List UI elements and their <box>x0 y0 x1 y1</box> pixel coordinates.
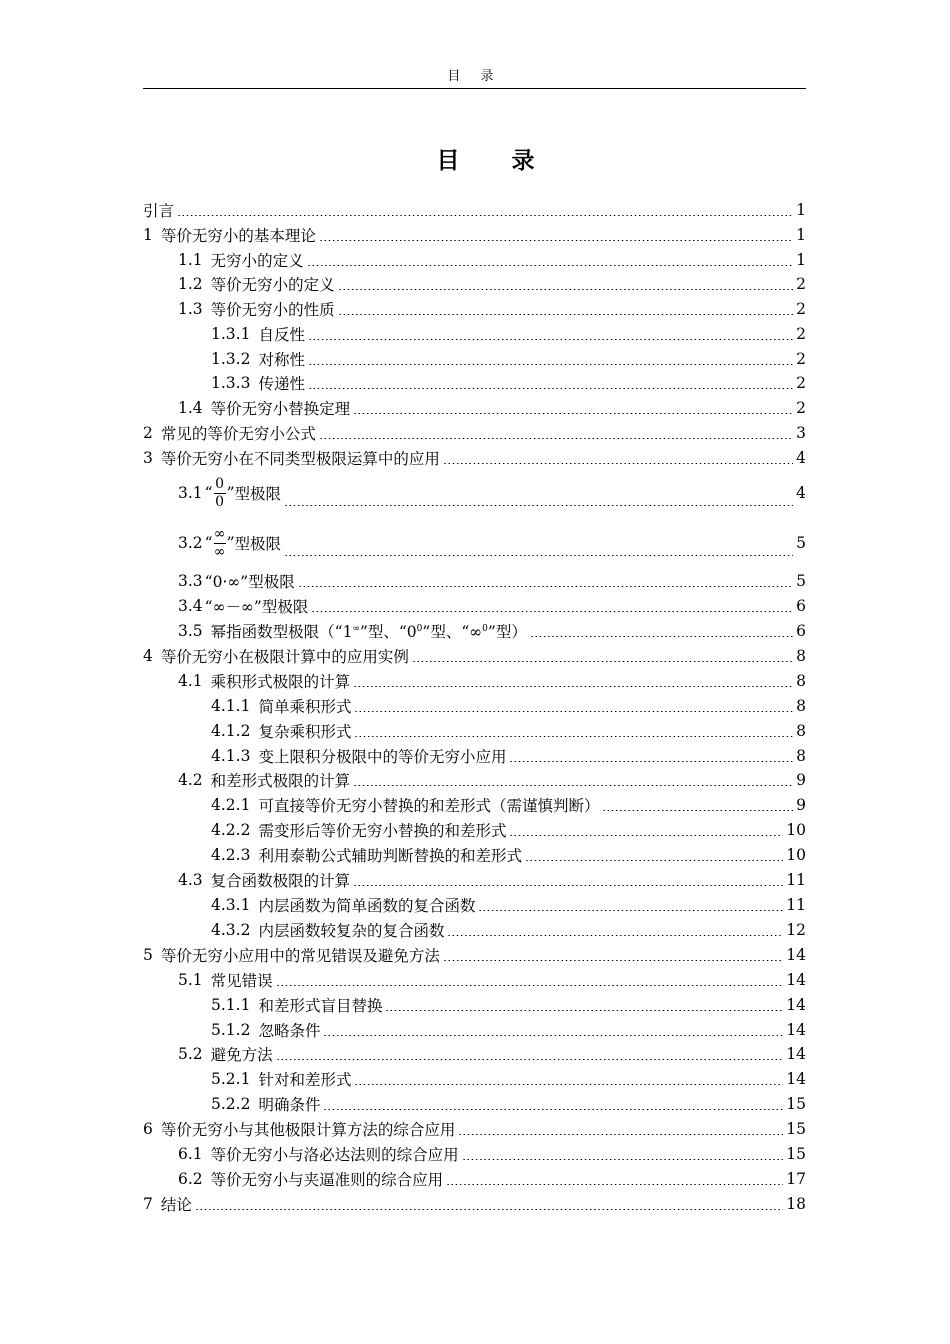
toc-entry-text: 传递性 <box>258 375 305 393</box>
dot-leader <box>338 289 793 290</box>
dot-leader <box>458 1134 783 1135</box>
dot-leader <box>319 438 793 439</box>
toc-section-number: 4.3.2 <box>211 921 251 939</box>
toc-entry-5[interactable] <box>143 943 806 967</box>
toc-section-number: 4.1.1 <box>211 697 251 715</box>
toc-page-number: 17 <box>786 1170 806 1188</box>
dot-leader <box>530 636 793 637</box>
toc-page-number: 12 <box>786 921 806 939</box>
toc-entry-text: 可直接等价无穷小替换的和差形式（需谨慎判断） <box>258 797 600 815</box>
dot-leader <box>353 686 793 687</box>
toc-entry-4-2-1[interactable] <box>211 793 806 817</box>
dot-leader <box>307 265 793 266</box>
toc-page-number: 8 <box>796 722 806 740</box>
superscript: 0 <box>482 624 488 634</box>
toc-page-number: 8 <box>796 697 806 715</box>
toc-entry-text: 针对和差形式 <box>258 1071 352 1089</box>
toc-entry-text: 忽略条件 <box>258 1022 321 1040</box>
toc-section-number: 1.3.1 <box>211 325 251 343</box>
toc-entry-text <box>211 620 527 642</box>
toc-entry-text: 结论 <box>160 1196 192 1214</box>
toc-entry-text: 等价无穷小的性质 <box>210 301 335 319</box>
dot-leader <box>525 860 783 861</box>
toc-entry-text: 等价无穷小与其他极限计算方法的综合应用 <box>160 1121 456 1139</box>
dot-leader <box>412 661 793 662</box>
toc-page-number: 2 <box>796 350 806 368</box>
dot-leader <box>338 314 793 315</box>
toc-entry-4-1-3[interactable] <box>211 744 806 768</box>
toc-section-number: 5.1 <box>178 971 203 989</box>
toc-entry-4-2-3[interactable] <box>211 843 806 867</box>
toc-entry-1-1[interactable] <box>178 248 806 272</box>
toc-entry-3-4[interactable] <box>178 594 806 618</box>
toc-entry-6-2[interactable] <box>178 1167 806 1191</box>
toc-section-number: 6 <box>143 1120 153 1138</box>
dot-leader <box>298 586 793 587</box>
toc-page-number: 18 <box>786 1195 806 1213</box>
toc-section-number: 7 <box>143 1195 153 1213</box>
toc-entry-text: 引言 <box>143 202 175 220</box>
toc-entry-1-4[interactable] <box>178 396 806 420</box>
dot-leader <box>195 1209 783 1210</box>
dot-leader <box>354 1084 783 1085</box>
toc-section-number: 3.2 <box>178 534 203 552</box>
toc-entry-2[interactable] <box>143 421 806 445</box>
dot-leader <box>353 885 783 886</box>
toc-page-number: 10 <box>786 821 806 839</box>
toc-entry-text: 需变形后等价无穷小替换的和差形式 <box>258 822 507 840</box>
toc-page-number: 6 <box>796 597 806 615</box>
toc-page-number: 8 <box>796 672 806 690</box>
toc-entry-3-1[interactable] <box>178 474 806 512</box>
toc-entry-text: “∞－∞”型极限 <box>204 598 309 616</box>
superscript: 0 <box>416 624 423 634</box>
dot-leader <box>462 1159 784 1160</box>
running-header: 目 录 <box>447 69 502 84</box>
fraction-numerator: ∞ <box>213 525 226 542</box>
toc-entry-text: 内层函数为简单函数的复合函数 <box>258 897 476 915</box>
toc-section-number: 1.3.3 <box>211 374 251 392</box>
toc-section-number: 4 <box>143 647 153 665</box>
toc-section-number: 6.2 <box>178 1170 203 1188</box>
dot-leader <box>276 1059 784 1060</box>
toc-page-number: 1 <box>796 201 806 219</box>
toc-section-number: 3.1 <box>178 484 203 502</box>
toc-page-number: 15 <box>786 1145 806 1163</box>
toc-page-number: 1 <box>796 226 806 244</box>
toc-entry-4-1[interactable] <box>178 669 806 693</box>
toc-page-number: 15 <box>786 1120 806 1138</box>
toc-section-number: 5.2.1 <box>211 1070 251 1088</box>
dot-leader <box>319 240 793 241</box>
toc-section-number: 5.2 <box>178 1045 203 1063</box>
dot-leader <box>323 1035 783 1036</box>
fraction-denominator: 0 <box>215 493 225 510</box>
toc-section-number: 4.2.3 <box>211 846 251 864</box>
dot-leader <box>478 910 783 911</box>
fraction-zero-over-zero <box>214 476 226 511</box>
dot-leader <box>354 736 793 737</box>
dot-leader <box>509 835 783 836</box>
toc-section-number: 1.3.2 <box>211 350 251 368</box>
toc-section-number: 4.1.3 <box>211 747 251 765</box>
toc-entry-1-3-3[interactable] <box>211 371 806 395</box>
toc-section-number: 4.3 <box>178 871 203 889</box>
toc-page-number: 1 <box>796 251 806 269</box>
toc-entry-text: 明确条件 <box>258 1096 321 1114</box>
toc-section-number: 3.3 <box>178 572 203 590</box>
dot-leader <box>311 611 793 612</box>
dot-leader <box>308 364 793 365</box>
close-quote: ” <box>226 484 235 502</box>
toc-section-number: 4.2 <box>178 771 203 789</box>
dot-leader <box>354 711 793 712</box>
toc-entry-3[interactable] <box>143 446 806 470</box>
toc-entry-text: 无穷小的定义 <box>210 252 304 270</box>
toc-section-number: 6.1 <box>178 1145 203 1163</box>
toc-entry-3-5[interactable] <box>178 619 806 643</box>
toc-entry-4-2-2[interactable] <box>211 818 806 842</box>
toc-entry-text: 等价无穷小替换定理 <box>210 400 351 418</box>
dot-leader <box>323 1109 783 1110</box>
toc-section-number: 4.3.1 <box>211 896 251 914</box>
open-quote: “ <box>204 484 213 502</box>
fraction-infinity-over-infinity <box>214 526 226 561</box>
toc-page-number: 14 <box>786 1045 806 1063</box>
toc-entry-text: 简单乘积形式 <box>258 698 352 716</box>
toc-entry-text: 型极限 <box>234 535 282 553</box>
toc-section-number: 4.2.2 <box>211 821 251 839</box>
dot-leader <box>385 1010 783 1011</box>
dot-leader <box>284 505 793 506</box>
toc-entry-4-2[interactable] <box>178 768 806 792</box>
toc-page-number: 14 <box>786 971 806 989</box>
toc-page-number: 2 <box>796 325 806 343</box>
toc-entry-1-2[interactable] <box>178 272 806 296</box>
toc-page-number: 9 <box>796 796 806 814</box>
toc-entry-text: 等价无穷小在不同类型极限运算中的应用 <box>160 450 440 468</box>
toc-entry-text: 常见错误 <box>210 972 273 990</box>
toc-section-number: 1.1 <box>178 251 203 269</box>
toc-entry-6-1[interactable] <box>178 1142 806 1166</box>
toc-section-number: 1.2 <box>178 275 203 293</box>
toc-entry-text: 利用泰勒公式辅助判断替换的和差形式 <box>258 847 522 865</box>
superscript: ∞ <box>352 624 360 634</box>
dot-leader <box>353 785 793 786</box>
toc-section-number: 5.1.2 <box>211 1021 251 1039</box>
toc-page-number: 5 <box>796 572 806 590</box>
toc-section-number: 2 <box>143 424 153 442</box>
toc-entry-text: 等价无穷小与洛必达法则的综合应用 <box>210 1146 459 1164</box>
dot-leader <box>509 761 793 762</box>
dot-leader <box>308 339 793 340</box>
toc-page-number: 10 <box>786 846 806 864</box>
toc-entry-text: 等价无穷小应用中的常见错误及避免方法 <box>160 947 440 965</box>
toc-entry-1[interactable] <box>143 223 806 247</box>
toc-section-number: 4.1.2 <box>211 722 251 740</box>
toc-entry-text: 等价无穷小的定义 <box>210 276 335 294</box>
dot-leader <box>447 935 783 936</box>
toc-entry-1-3[interactable] <box>178 297 806 321</box>
toc-entry-5-2[interactable] <box>178 1042 806 1066</box>
toc-entry-5-1[interactable] <box>178 968 806 992</box>
toc-page-number: 8 <box>796 747 806 765</box>
toc-section-number: 5 <box>143 946 153 964</box>
toc-section-number: 4.2.1 <box>211 796 251 814</box>
toc-entry-4[interactable] <box>143 644 806 668</box>
toc-entry-4-1-2[interactable] <box>211 719 806 743</box>
toc-entry-text: 避免方法 <box>210 1046 273 1064</box>
toc-entry-text: 复合函数极限的计算 <box>210 872 351 890</box>
text-part: ”型、“∞ <box>422 623 483 641</box>
toc-section-number: 5.2.2 <box>211 1095 251 1113</box>
toc-entry-4-3-1[interactable] <box>211 893 806 917</box>
toc-entry-text: 等价无穷小与夹逼准则的综合应用 <box>210 1171 444 1189</box>
toc-section-number: 1.4 <box>178 399 203 417</box>
close-quote: ” <box>226 534 235 552</box>
toc-entry-1-3-1[interactable] <box>211 322 806 346</box>
toc-section-number: 1 <box>143 226 153 244</box>
toc-section-number: 5.1.1 <box>211 996 251 1014</box>
toc-entry-text: 内层函数较复杂的复合函数 <box>258 922 445 940</box>
toc-entry-5-2-2[interactable] <box>211 1092 806 1116</box>
open-quote: “ <box>204 534 213 552</box>
header-rule <box>143 88 806 89</box>
toc-page-number: 2 <box>796 399 806 417</box>
toc-section-number: 4.1 <box>178 672 203 690</box>
toc-entry-text: 等价无穷小的基本理论 <box>160 227 316 245</box>
text-part: ”型、“0 <box>359 623 417 641</box>
text-part: 幂指函数型极限（“1 <box>210 623 353 641</box>
dot-leader <box>308 388 793 389</box>
toc-section-number: 3 <box>143 449 153 467</box>
toc-section-number: 1.3 <box>178 300 203 318</box>
toc-entry-text: 变上限积分极限中的等价无穷小应用 <box>258 748 507 766</box>
toc-page-number: 14 <box>786 996 806 1014</box>
toc-entry-5-2-1[interactable] <box>211 1067 806 1091</box>
toc-page-number: 9 <box>796 771 806 789</box>
toc-entry-text: 和差形式盲目替换 <box>258 997 383 1015</box>
dot-leader <box>602 810 793 811</box>
toc-entry-4-3[interactable] <box>178 868 806 892</box>
toc-entry-4-1-1[interactable] <box>211 694 806 718</box>
toc-page-number: 11 <box>786 871 806 889</box>
toc-page-number: 6 <box>796 622 806 640</box>
toc-page-number: 2 <box>796 300 806 318</box>
toc-entry-yinyan[interactable] <box>143 198 806 222</box>
toc-page-number: 8 <box>796 647 806 665</box>
toc-entry-text: 型极限 <box>234 485 282 503</box>
page-title: 目 录 <box>436 148 557 174</box>
dot-leader <box>443 960 783 961</box>
toc-entry-text: 常见的等价无穷小公式 <box>160 425 316 443</box>
dot-leader <box>276 985 784 986</box>
toc-entry-text: 对称性 <box>258 351 305 369</box>
toc-page-number: 14 <box>786 1021 806 1039</box>
text-part: ”型） <box>487 623 527 641</box>
toc-section-number: 3.5 <box>178 622 203 640</box>
toc-entry-text: “0·∞”型极限 <box>204 573 295 591</box>
toc-entry-text: 自反性 <box>258 326 305 344</box>
dot-leader <box>353 413 793 414</box>
fraction-numerator: 0 <box>215 475 225 492</box>
dot-leader <box>443 463 793 464</box>
toc-entry-5-1-1[interactable] <box>211 993 806 1017</box>
dot-leader <box>284 555 793 556</box>
toc-entry-text: 乘积形式极限的计算 <box>210 673 351 691</box>
toc-entry-4-3-2[interactable] <box>211 918 806 942</box>
toc-entry-7[interactable] <box>143 1192 806 1216</box>
toc-page-number: 14 <box>786 1070 806 1088</box>
toc-entry-6[interactable] <box>143 1117 806 1141</box>
toc-page-number: 14 <box>786 946 806 964</box>
toc-page-number: 2 <box>796 374 806 392</box>
toc-page-number: 15 <box>786 1095 806 1113</box>
dot-leader <box>446 1184 783 1185</box>
toc-entry-3-2[interactable] <box>178 524 806 562</box>
toc-entry-text: 和差形式极限的计算 <box>210 772 351 790</box>
toc-entry-5-1-2[interactable] <box>211 1018 806 1042</box>
toc-entry-text: 等价无穷小在极限计算中的应用实例 <box>160 648 409 666</box>
toc-entry-1-3-2[interactable] <box>211 347 806 371</box>
toc-page-number: 5 <box>796 534 806 552</box>
fraction-denominator: ∞ <box>213 543 226 560</box>
dot-leader <box>177 215 793 216</box>
toc-page-number: 2 <box>796 275 806 293</box>
toc-section-number: 3.4 <box>178 597 203 615</box>
toc-page-number: 4 <box>796 449 806 467</box>
toc-entry-3-3[interactable] <box>178 569 806 593</box>
toc-page-number: 3 <box>796 424 806 442</box>
toc-entry-text: 复杂乘积形式 <box>258 723 352 741</box>
toc-page-number: 11 <box>786 896 806 914</box>
toc-page-number: 4 <box>796 484 806 502</box>
